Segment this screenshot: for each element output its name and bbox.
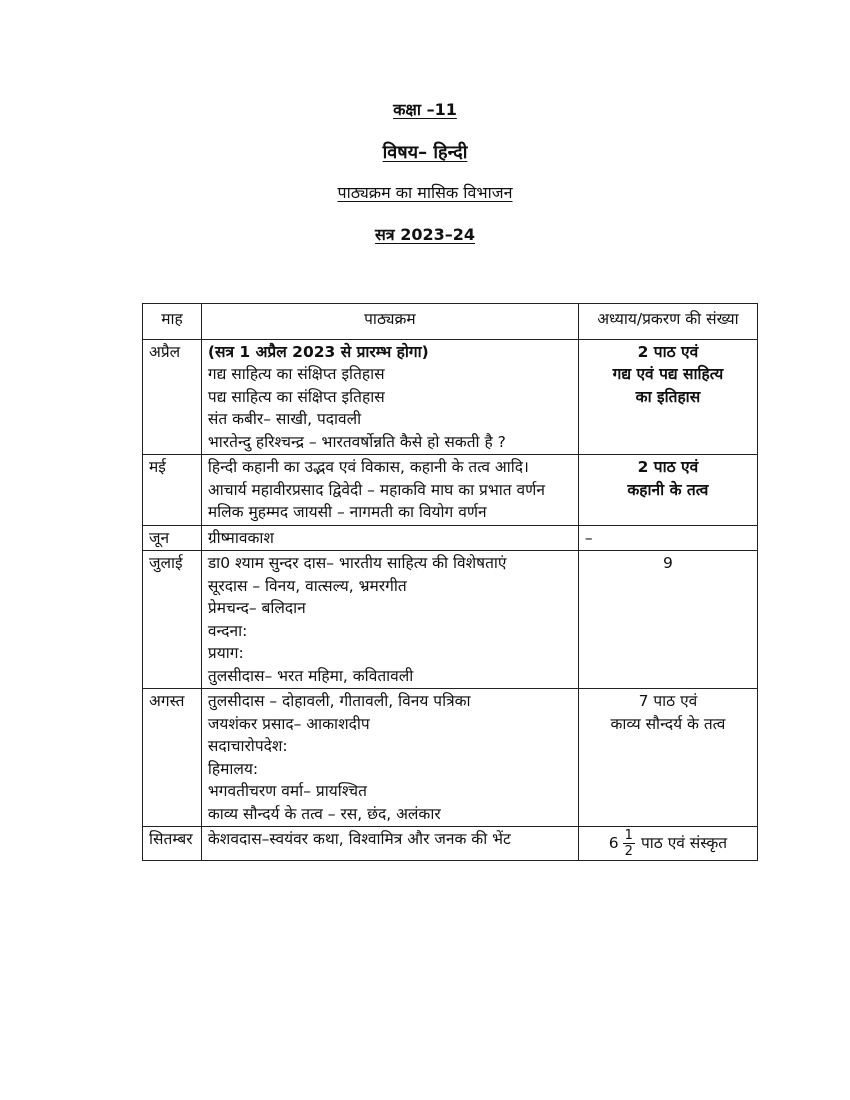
syllabus-line: हिमालय: bbox=[207, 759, 259, 778]
header-chapter-count: अध्याय/प्रकरण की संख्या bbox=[578, 304, 757, 340]
month-cell: जून bbox=[143, 525, 202, 551]
syllabus-line: सूरदास – विनय, वात्सल्य, भ्रमरगीत bbox=[207, 576, 407, 595]
count-line: गद्य एवं पद्य साहित्य bbox=[612, 365, 724, 383]
syllabus-line: वन्दना: bbox=[207, 621, 248, 640]
count-cell bbox=[578, 689, 757, 827]
syllabus-line: मलिक मुहम्मद जायसी – नागमती का वियोग वर्णन bbox=[207, 503, 487, 521]
syllabus-line: तुलसीदास – दोहावली, गीतावली, विनय पत्रिका bbox=[207, 692, 471, 710]
syllabus-line: भगवतीचरण वर्मा– प्रायश्चित bbox=[207, 782, 367, 800]
fraction bbox=[623, 828, 635, 859]
syllabus-cell bbox=[201, 525, 578, 551]
syllabus-cell bbox=[201, 827, 578, 861]
syllabus-line: हिन्दी कहानी का उद्भव एवं विकास, कहानी के तत्व आदि। bbox=[207, 458, 529, 476]
subject-heading: विषय– हिन्दी bbox=[382, 142, 468, 163]
month-cell: सितम्बर bbox=[143, 827, 202, 861]
count-line: 9 bbox=[662, 554, 673, 572]
syllabus-line: संत कबीर– साखी, पदावली bbox=[207, 410, 362, 428]
session-heading: सत्र 2023–24 bbox=[374, 225, 475, 244]
count-cell bbox=[578, 455, 757, 526]
header-syllabus: पाठ्यक्रम bbox=[201, 304, 578, 340]
count-line: कहानी के तत्व bbox=[627, 480, 709, 499]
syllabus-line: गद्य साहित्य का संक्षिप्त इतिहास bbox=[207, 365, 385, 383]
syllabus-line: (सत्र 1 अप्रैल 2023 से प्रारम्भ होगा) bbox=[207, 342, 429, 361]
syllabus-line: जयशंकर प्रसाद– आकाशदीप bbox=[207, 714, 370, 733]
fraction-numerator: 1 bbox=[624, 828, 633, 843]
month-cell: अगस्त bbox=[143, 689, 202, 827]
table-row bbox=[143, 339, 758, 455]
syllabus-line: भारतेन्दु हरिश्चन्द्र – भारतवर्षोन्नति कैसे हो सकती है ? bbox=[207, 432, 506, 451]
syllabus-line: काव्य सौन्दर्य के तत्व – रस, छंद, अलंकार bbox=[207, 804, 441, 823]
syllabus-line: केशवदास–स्वयंवर कथा, विश्वामित्र और जनक की भेंट bbox=[207, 830, 511, 848]
count-line: 2 पाठ एवं bbox=[637, 458, 699, 476]
syllabus-title: पाठ्यक्रम का मासिक विभाजन bbox=[337, 183, 513, 202]
fraction-denominator: 2 bbox=[624, 844, 633, 859]
syllabus-line: पद्य साहित्य का संक्षिप्त इतिहास bbox=[207, 387, 385, 406]
count-line: – bbox=[584, 528, 593, 547]
count-line: का इतिहास bbox=[635, 387, 701, 406]
table-header-row bbox=[143, 304, 758, 340]
count-cell bbox=[578, 525, 757, 551]
table-row bbox=[143, 525, 758, 551]
table-row bbox=[143, 689, 758, 827]
syllabus-line: तुलसीदास– भरत महिमा, कवितावली bbox=[207, 666, 414, 685]
count-line: 7 पाठ एवं bbox=[638, 692, 698, 710]
class-heading: कक्षा –11 bbox=[393, 100, 457, 119]
count-cell bbox=[578, 551, 757, 689]
syllabus-line: सदाचारोपदेश: bbox=[207, 737, 288, 755]
header-month: माह bbox=[143, 304, 202, 340]
syllabus-line: डा0 श्याम सुन्दर दास– भारतीय साहित्य की विशेषताएं bbox=[207, 554, 507, 572]
count-whole: 6 bbox=[608, 834, 619, 852]
syllabus-cell bbox=[201, 689, 578, 827]
month-cell: अप्रैल bbox=[143, 339, 202, 455]
count-cell bbox=[578, 339, 757, 455]
syllabus-line: आचार्य महावीरप्रसाद द्विवेदी – महाकवि माघ का प्रभात वर्णन bbox=[207, 480, 545, 499]
syllabus-line: प्रेमचन्द– बलिदान bbox=[207, 599, 306, 617]
count-cell bbox=[578, 827, 757, 861]
table-row bbox=[143, 827, 758, 861]
syllabus-cell bbox=[201, 551, 578, 689]
syllabus-line: प्रयाग: bbox=[207, 644, 244, 662]
count-line: काव्य सौन्दर्य के तत्व bbox=[610, 714, 726, 733]
syllabus-line: ग्रीष्मावकाश bbox=[207, 528, 274, 547]
syllabus-table bbox=[142, 303, 758, 861]
count-text: पाठ एवं संस्कृत bbox=[640, 834, 728, 852]
syllabus-cell bbox=[201, 455, 578, 526]
table-row bbox=[143, 551, 758, 689]
table-row bbox=[143, 455, 758, 526]
month-cell: जुलाई bbox=[143, 551, 202, 689]
count-line: 2 पाठ एवं bbox=[637, 342, 699, 361]
syllabus-cell bbox=[201, 339, 578, 455]
month-cell: मई bbox=[143, 455, 202, 526]
